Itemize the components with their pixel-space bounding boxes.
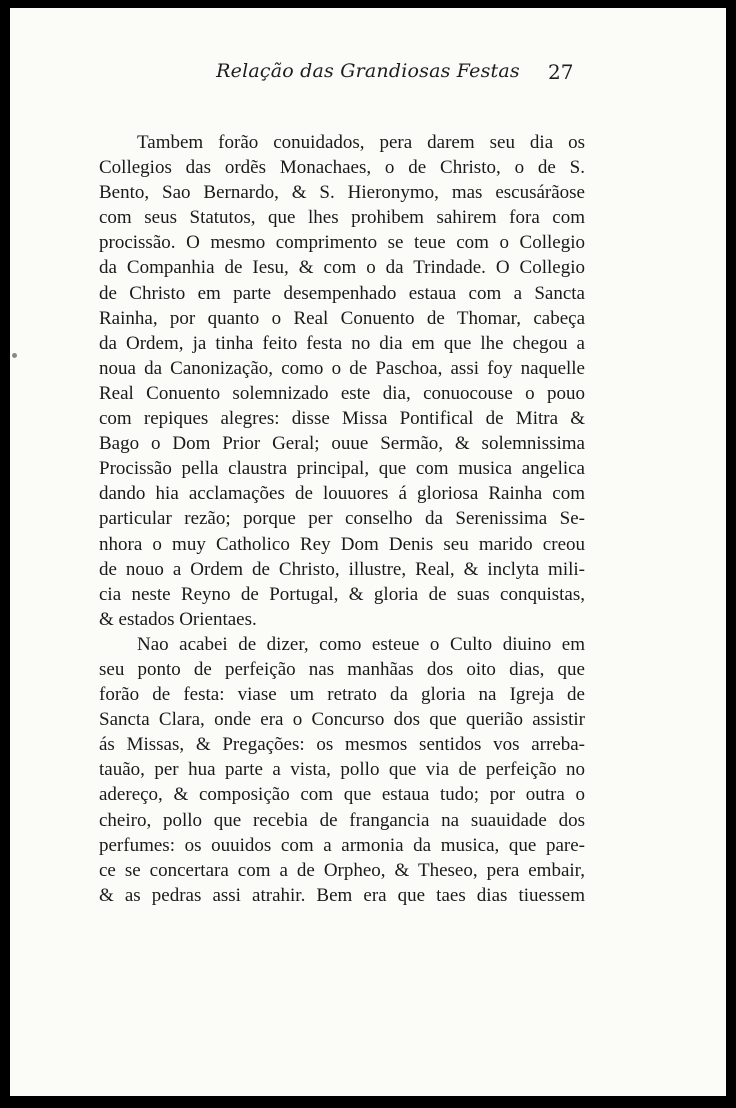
text-line: de Christo em parte desempenhado estaua com a Sancta <box>99 282 585 304</box>
text-line: da Companhia de Iesu, & com o da Trindade. O Collegio <box>99 257 585 279</box>
book-page <box>10 8 726 1096</box>
body-text <box>99 130 585 908</box>
text-line: tauão, per hua parte a vista, pollo que via de perfeição no <box>99 759 585 781</box>
text-line: Procissão pella claustra principal, que com musica angelica <box>99 458 585 480</box>
text-line: Nao acabei de dizer, como esteue o Culto diuino em <box>137 633 585 655</box>
text-line: & as pedras assi atrahir. Bem era que taes dias tiuessem <box>99 884 585 906</box>
text-line: Real Conuento solemnizado este dia, conuocouse o pouo <box>99 382 585 404</box>
paragraph-2 <box>99 632 585 908</box>
text-line: cia neste Reyno de Portugal, & gloria de suas conquistas, <box>99 583 585 605</box>
text-line: procissão. O mesmo comprimento se teue com o Collegio <box>99 232 585 254</box>
text-line: de nouo a Ordem de Christo, illustre, Real, & inclyta mili- <box>99 558 585 580</box>
text-line: noua da Canonização, como o de Paschoa, assi foy naquelle <box>99 357 585 379</box>
text-line: & estados Orientaes. <box>99 608 257 630</box>
paper-speck <box>12 353 17 358</box>
text-line: ce se concertara com a de Orpheo, & Theseo, pera embair, <box>99 859 585 881</box>
text-line: cheiro, pollo que recebia de frangancia na suauidade dos <box>99 809 585 831</box>
text-line: Tambem forão conuidados, pera darem seu dia os <box>137 132 585 153</box>
text-line: ás Missas, & Pregações: os mesmos sentidos vos arreba- <box>99 734 585 756</box>
page-number: 27 <box>548 60 574 84</box>
text-line: seu ponto de perfeição nas manhãas dos oito dias, que <box>99 658 585 680</box>
text-line: dando hia acclamações de louuores á gloriosa Rainha com <box>99 483 585 505</box>
page-header <box>10 60 726 90</box>
text-line: nhora o muy Catholico Rey Dom Denis seu marido creou <box>99 533 585 555</box>
text-line: Rainha, por quanto o Real Conuento de Thomar, cabeça <box>99 307 585 329</box>
text-line: com seus Statutos, que lhes prohibem sahirem fora com <box>99 207 585 229</box>
text-line: Collegios das ordẽs Monachaes, o de Christo, o de S. <box>99 157 585 179</box>
text-line: Bento, Sao Bernardo, & S. Hieronymo, mas escusárãose <box>99 182 585 204</box>
text-line: Bago o Dom Prior Geral; ouue Sermão, & solemnissima <box>99 433 585 455</box>
paragraph-1 <box>99 130 585 632</box>
running-title: Relação das Grandiosas Festas <box>216 60 520 82</box>
text-line: da Ordem, ja tinha feito festa no dia em que lhe chegou a <box>99 332 585 354</box>
text-line: perfumes: os ouuidos com a armonia da musica, que pare- <box>99 834 585 856</box>
text-line: Sancta Clara, onde era o Concurso dos que querião assistir <box>99 709 585 731</box>
text-line: particular rezão; porque per conselho da Serenissima Se- <box>99 508 585 530</box>
text-line: forão de festa: viase um retrato da gloria na Igreja de <box>99 684 585 706</box>
text-line: com repiques alegres: disse Missa Pontifical de Mitra & <box>99 408 585 430</box>
text-line: adereço, & composição com que estaua tudo; por outra o <box>99 784 585 806</box>
